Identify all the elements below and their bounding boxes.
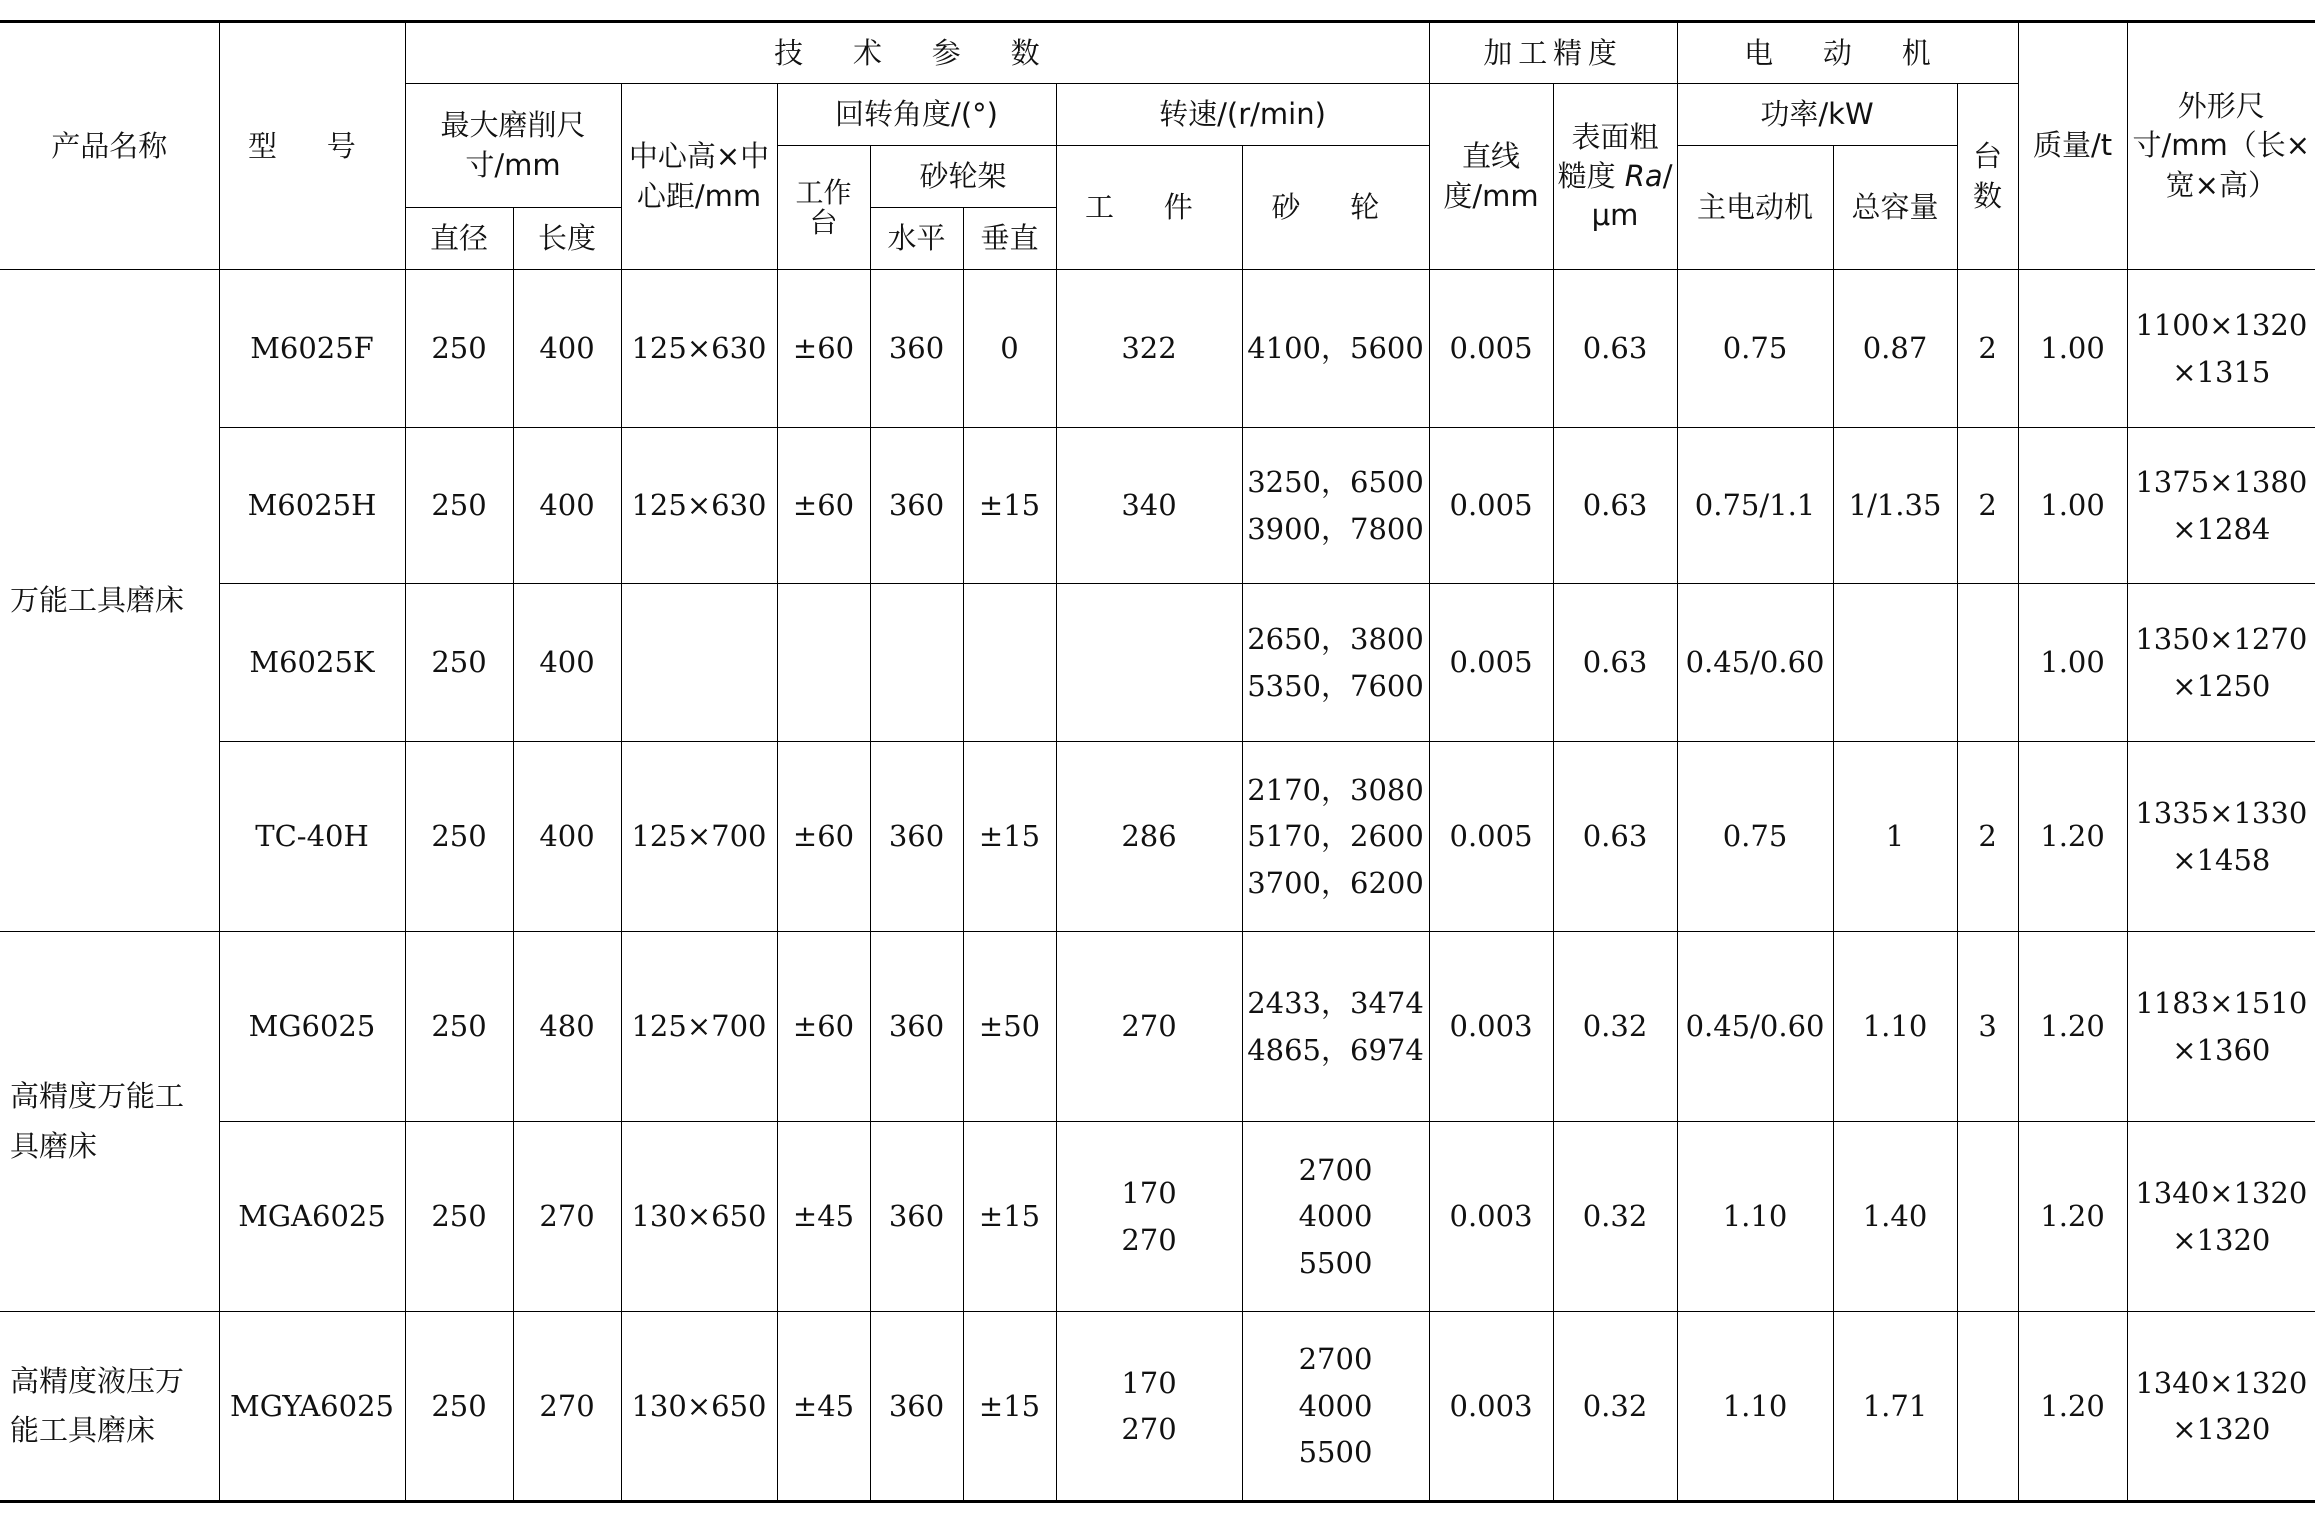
cell-main-motor: 1.10 xyxy=(1677,1312,1833,1502)
header-linearity: 直线度/mm xyxy=(1429,84,1553,270)
cell-vertical xyxy=(963,584,1056,742)
cell-mass: 1.20 xyxy=(2018,1122,2127,1312)
cell-size: 1183×1510 ×1360 xyxy=(2127,932,2315,1122)
cell-total: 1 xyxy=(1833,742,1957,932)
header-rotation-angle: 回转角度/(°) xyxy=(777,84,1056,146)
cell-model: M6025F xyxy=(219,270,405,428)
cell-size: 1340×1320 ×1320 xyxy=(2127,1312,2315,1502)
cell-main-motor: 0.45/0.60 xyxy=(1677,584,1833,742)
cell-length: 270 xyxy=(513,1122,621,1312)
cell-roughness: 0.63 xyxy=(1553,270,1677,428)
cell-total: 1.10 xyxy=(1833,932,1957,1122)
product-name-cell: 高精度液压万能工具磨床 xyxy=(0,1312,219,1502)
cell-units: 2 xyxy=(1957,428,2018,584)
header-center-height-distance: 中心高×中心距/mm xyxy=(621,84,777,270)
cell-center: 125×630 xyxy=(621,428,777,584)
cell-units xyxy=(1957,584,2018,742)
table-row xyxy=(0,932,2315,1122)
cell-units: 2 xyxy=(1957,742,2018,932)
header-model: 型 号 xyxy=(219,22,405,270)
cell-total: 0.87 xyxy=(1833,270,1957,428)
cell-linearity: 0.005 xyxy=(1429,584,1553,742)
cell-roughness: 0.32 xyxy=(1553,932,1677,1122)
cell-vertical: ±15 xyxy=(963,742,1056,932)
header-roughness: 表面粗糙度 Ra/μm xyxy=(1553,84,1677,270)
cell-size: 1375×1380 ×1284 xyxy=(2127,428,2315,584)
cell-linearity: 0.005 xyxy=(1429,742,1553,932)
cell-model: MG6025 xyxy=(219,932,405,1122)
cell-main-motor: 0.45/0.60 xyxy=(1677,932,1833,1122)
cell-center: 125×700 xyxy=(621,742,777,932)
cell-diameter: 250 xyxy=(405,1122,513,1312)
cell-wheel: 2170，3080 5170，2600 3700，6200 xyxy=(1242,742,1429,932)
cell-size: 1350×1270 ×1250 xyxy=(2127,584,2315,742)
cell-total: 1.71 xyxy=(1833,1312,1957,1502)
cell-center: 125×630 xyxy=(621,270,777,428)
cell-total: 1/1.35 xyxy=(1833,428,1957,584)
cell-vertical: ±15 xyxy=(963,1122,1056,1312)
header-main-motor: 主电动机 xyxy=(1677,146,1833,270)
cell-roughness: 0.63 xyxy=(1553,584,1677,742)
cell-total xyxy=(1833,584,1957,742)
header-max-grind-size: 最大磨削尺寸/mm xyxy=(405,84,621,208)
cell-mass: 1.00 xyxy=(2018,584,2127,742)
cell-linearity: 0.005 xyxy=(1429,428,1553,584)
cell-mass: 1.20 xyxy=(2018,932,2127,1122)
table-row xyxy=(0,1122,2315,1312)
cell-vertical: ±15 xyxy=(963,1312,1056,1502)
cell-wheel: 2700 4000 5500 xyxy=(1242,1312,1429,1502)
cell-length: 400 xyxy=(513,584,621,742)
cell-mass: 1.00 xyxy=(2018,270,2127,428)
cell-length: 400 xyxy=(513,428,621,584)
cell-size: 1340×1320 ×1320 xyxy=(2127,1122,2315,1312)
cell-roughness: 0.63 xyxy=(1553,428,1677,584)
cell-horizontal xyxy=(870,584,963,742)
cell-center xyxy=(621,584,777,742)
cropped-caption-fragment xyxy=(2175,0,2295,6)
cell-diameter: 250 xyxy=(405,1312,513,1502)
cell-model: M6025K xyxy=(219,584,405,742)
cell-wheel: 2650，3800 5350，7600 xyxy=(1242,584,1429,742)
cell-length: 270 xyxy=(513,1312,621,1502)
table-row xyxy=(0,270,2315,428)
cell-linearity: 0.005 xyxy=(1429,270,1553,428)
cell-roughness: 0.32 xyxy=(1553,1312,1677,1502)
header-vertical: 垂直 xyxy=(963,208,1056,270)
cell-table: ±60 xyxy=(777,742,870,932)
header-tech-params: 技 术 参 数 xyxy=(405,22,1429,84)
cell-model: MGA6025 xyxy=(219,1122,405,1312)
cell-table: ±60 xyxy=(777,932,870,1122)
table-header xyxy=(0,22,2315,270)
cell-table: ±45 xyxy=(777,1312,870,1502)
cell-center: 130×650 xyxy=(621,1312,777,1502)
cell-main-motor: 0.75/1.1 xyxy=(1677,428,1833,584)
header-length: 长度 xyxy=(513,208,621,270)
header-wheel-head: 砂轮架 xyxy=(870,146,1056,208)
cell-linearity: 0.003 xyxy=(1429,932,1553,1122)
cell-main-motor: 0.75 xyxy=(1677,742,1833,932)
cell-length: 400 xyxy=(513,742,621,932)
cell-diameter: 250 xyxy=(405,584,513,742)
cell-linearity: 0.003 xyxy=(1429,1312,1553,1502)
header-diameter: 直径 xyxy=(405,208,513,270)
table-row xyxy=(0,742,2315,932)
cell-roughness: 0.63 xyxy=(1553,742,1677,932)
cell-vertical: ±50 xyxy=(963,932,1056,1122)
cell-workpiece: 340 xyxy=(1056,428,1242,584)
cell-vertical: 0 xyxy=(963,270,1056,428)
cell-units xyxy=(1957,1312,2018,1502)
header-table-rotation: 工作台 xyxy=(777,146,870,270)
cell-workpiece: 170 270 xyxy=(1056,1122,1242,1312)
cell-workpiece: 286 xyxy=(1056,742,1242,932)
cell-center: 130×650 xyxy=(621,1122,777,1312)
cell-mass: 1.00 xyxy=(2018,428,2127,584)
cell-wheel: 2433，3474 4865，6974 xyxy=(1242,932,1429,1122)
cell-total: 1.40 xyxy=(1833,1122,1957,1312)
cell-diameter: 250 xyxy=(405,742,513,932)
cell-units: 2 xyxy=(1957,270,2018,428)
cell-horizontal: 360 xyxy=(870,1312,963,1502)
cell-center: 125×700 xyxy=(621,932,777,1122)
header-mass: 质量/t xyxy=(2018,22,2127,270)
cell-wheel: 2700 4000 5500 xyxy=(1242,1122,1429,1312)
cell-workpiece xyxy=(1056,584,1242,742)
header-wheel-speed: 砂 轮 xyxy=(1242,146,1429,270)
cell-horizontal: 360 xyxy=(870,932,963,1122)
product-name-cell: 高精度万能工具磨床 xyxy=(0,932,219,1312)
cell-model: TC-40H xyxy=(219,742,405,932)
header-total-capacity: 总容量 xyxy=(1833,146,1957,270)
cell-mass: 1.20 xyxy=(2018,1312,2127,1502)
cell-horizontal: 360 xyxy=(870,428,963,584)
header-workpiece-speed: 工 件 xyxy=(1056,146,1242,270)
header-outline-size: 外形尺寸/mm（长×宽×高） xyxy=(2127,22,2315,270)
cell-model: MGYA6025 xyxy=(219,1312,405,1502)
cell-horizontal: 360 xyxy=(870,270,963,428)
table-body xyxy=(0,270,2315,1502)
cell-workpiece: 322 xyxy=(1056,270,1242,428)
cell-linearity: 0.003 xyxy=(1429,1122,1553,1312)
product-name-cell: 万能工具磨床 xyxy=(0,270,219,932)
header-precision: 加工精度 xyxy=(1429,22,1677,84)
cell-diameter: 250 xyxy=(405,270,513,428)
cell-units: 3 xyxy=(1957,932,2018,1122)
cell-horizontal: 360 xyxy=(870,742,963,932)
cell-workpiece: 170 270 xyxy=(1056,1312,1242,1502)
table-row xyxy=(0,1312,2315,1502)
cell-mass: 1.20 xyxy=(2018,742,2127,932)
cell-main-motor: 1.10 xyxy=(1677,1122,1833,1312)
header-units: 台数 xyxy=(1957,84,2018,270)
cell-diameter: 250 xyxy=(405,932,513,1122)
header-power: 功率/kW xyxy=(1677,84,1957,146)
header-speed: 转速/(r/min) xyxy=(1056,84,1429,146)
cell-diameter: 250 xyxy=(405,428,513,584)
table-row xyxy=(0,428,2315,584)
cell-model: M6025H xyxy=(219,428,405,584)
cell-vertical: ±15 xyxy=(963,428,1056,584)
cell-length: 480 xyxy=(513,932,621,1122)
cell-table: ±60 xyxy=(777,270,870,428)
cell-table: ±45 xyxy=(777,1122,870,1312)
header-motor: 电 动 机 xyxy=(1677,22,2018,84)
grinder-spec-table xyxy=(0,20,2315,1503)
cell-size: 1335×1330 ×1458 xyxy=(2127,742,2315,932)
cell-length: 400 xyxy=(513,270,621,428)
cell-size: 1100×1320 ×1315 xyxy=(2127,270,2315,428)
cell-workpiece: 270 xyxy=(1056,932,1242,1122)
header-horizontal: 水平 xyxy=(870,208,963,270)
cell-main-motor: 0.75 xyxy=(1677,270,1833,428)
table-row xyxy=(0,584,2315,742)
cell-roughness: 0.32 xyxy=(1553,1122,1677,1312)
cell-wheel: 3250，6500 3900，7800 xyxy=(1242,428,1429,584)
cell-table: ±60 xyxy=(777,428,870,584)
cell-table xyxy=(777,584,870,742)
cell-horizontal: 360 xyxy=(870,1122,963,1312)
cell-wheel: 4100，5600 xyxy=(1242,270,1429,428)
header-product-name: 产品名称 xyxy=(0,22,219,270)
cell-units xyxy=(1957,1122,2018,1312)
